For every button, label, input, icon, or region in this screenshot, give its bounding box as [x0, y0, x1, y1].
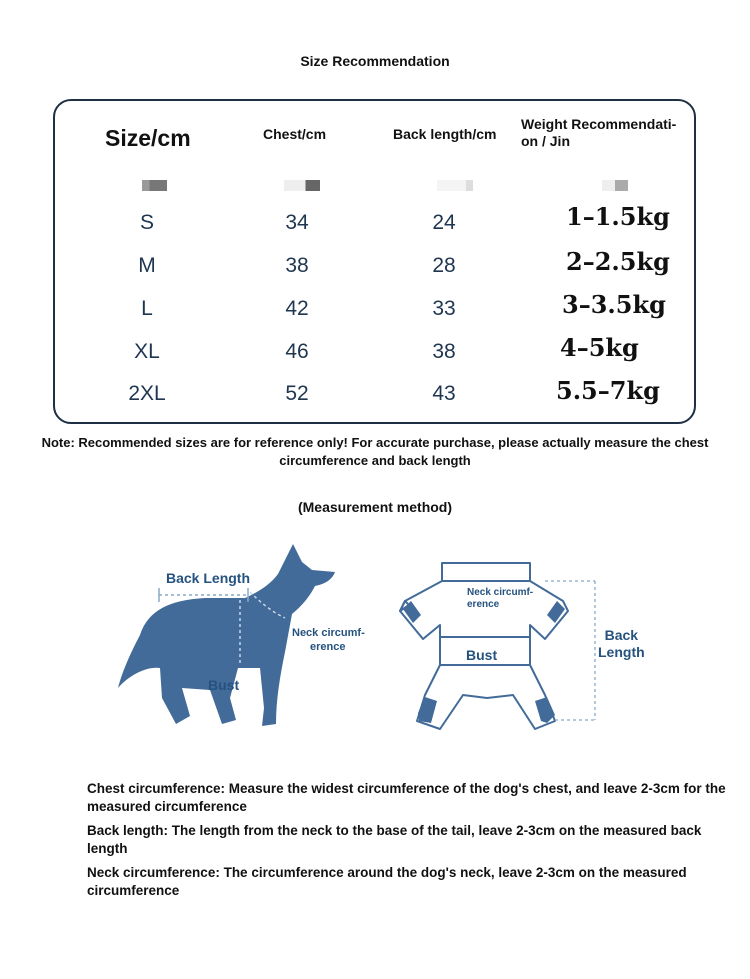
- cell-size: XL: [134, 340, 160, 363]
- back-length-description: Back length: The length from the neck to the base of the tail, leave 2-3cm on the measured back length: [87, 823, 702, 856]
- dog-neck-label-line1: Neck circumf-: [292, 627, 365, 639]
- cell-chest: 42: [285, 297, 309, 320]
- cell-size: L: [141, 297, 153, 320]
- cell-size: 2XL: [128, 382, 166, 405]
- swatch-weight: [602, 180, 628, 191]
- neck-description: Neck circumference: The circumference around the dog's neck, leave 2-3cm on the measured circumference: [87, 865, 687, 898]
- cell-weight: 1–1.5kg: [566, 202, 670, 231]
- swatch-chest: [284, 180, 320, 191]
- dog-neck-label-line2: erence: [310, 641, 346, 653]
- cell-back: 43: [432, 382, 456, 405]
- cell-weight: 5.5–7kg: [556, 376, 660, 405]
- header-weight-line1: Weight Recommendati-: [521, 116, 677, 132]
- swatch-back: [437, 180, 473, 191]
- dog-bust-label: Bust: [208, 677, 240, 693]
- header-chest: Chest/cm: [263, 126, 327, 142]
- dog-back-length-label: Back Length: [166, 570, 251, 586]
- cell-weight: 3–3.5kg: [562, 290, 666, 319]
- garment-bust-label: Bust: [466, 647, 498, 663]
- cell-size: M: [138, 254, 156, 277]
- chest-description: Chest circumference: Measure the widest circumference of the dog's chest, and leave 2-3cm for the measured circumference: [87, 781, 726, 814]
- cell-size: S: [139, 211, 154, 234]
- cell-back: 38: [432, 340, 456, 363]
- swatch-size: [142, 180, 167, 191]
- header-back-length: Back length/cm: [393, 126, 497, 142]
- cell-weight: 4–5kg: [560, 333, 639, 362]
- cell-weight: 2–2.5kg: [566, 247, 670, 276]
- cell-back: 24: [432, 211, 456, 234]
- cell-back: 28: [432, 254, 456, 277]
- cell-chest: 38: [285, 254, 309, 277]
- dog-neck-label: [292, 626, 365, 654]
- reference-note: Note: Recommended sizes are for reference only! For accurate purchase, please actually measure the chest circumference and back length: [41, 435, 709, 468]
- cell-back: 33: [432, 297, 456, 320]
- garment-back-label-line1: Back: [604, 627, 639, 643]
- garment-diagram: [395, 555, 610, 735]
- garment-back-length-label: [598, 627, 645, 661]
- garment-neck-label: [467, 587, 533, 611]
- garment-neck-label-line2: erence: [467, 599, 500, 610]
- cell-chest: 34: [285, 211, 309, 234]
- garment-back-label-line2: Length: [598, 644, 645, 660]
- page-title: Size Recommendation: [300, 53, 450, 69]
- measurement-method-title: (Measurement method): [297, 499, 453, 515]
- header-weight-line2: on / Jin: [521, 133, 570, 149]
- header-weight: [521, 116, 691, 150]
- garment-neck-label-line1: Neck circumf-: [467, 587, 534, 598]
- cell-chest: 46: [285, 340, 309, 363]
- cell-chest: 52: [285, 382, 309, 405]
- header-size: Size/cm: [105, 125, 191, 151]
